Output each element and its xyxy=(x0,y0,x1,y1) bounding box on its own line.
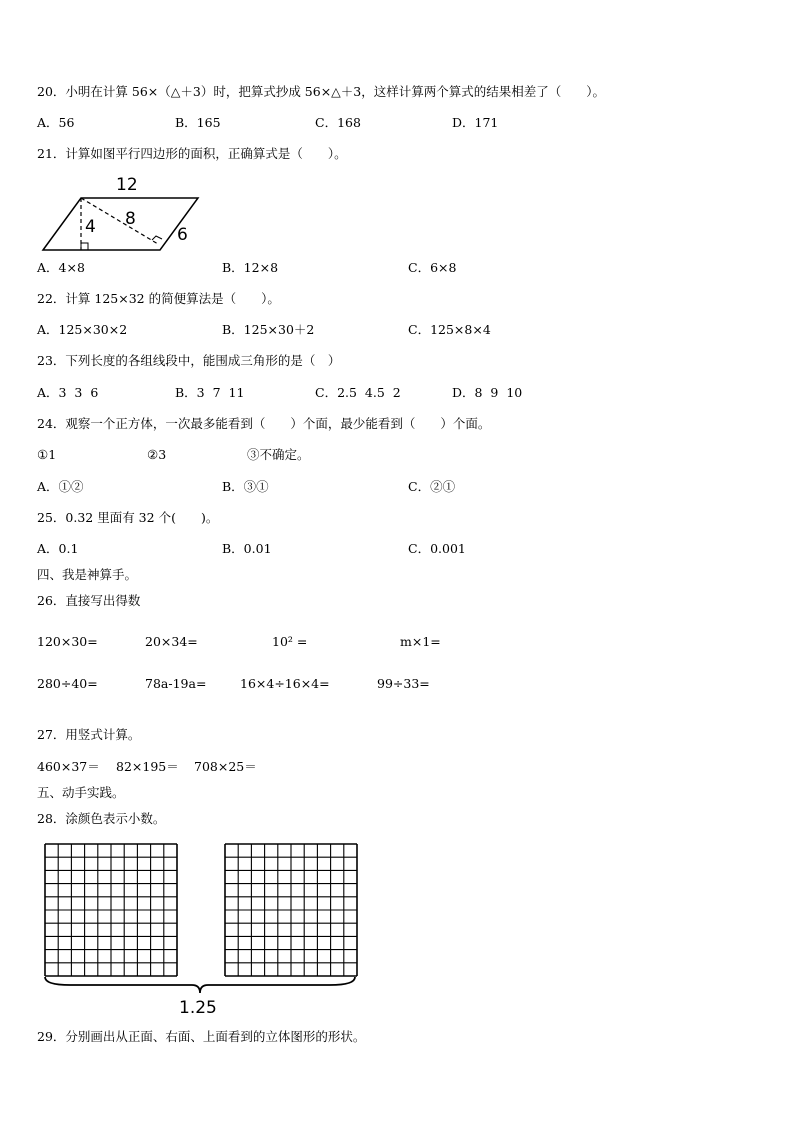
hundred-grid-left[interactable] xyxy=(45,844,177,976)
q25-stem: 25．0.32 里面有 32 个( )。 xyxy=(37,510,219,525)
q25-option-a[interactable]: A．0.1 xyxy=(37,541,79,556)
decimal-grids-figure xyxy=(40,840,365,1020)
q20-option-d[interactable]: D．171 xyxy=(452,115,499,130)
label-4: 4 xyxy=(85,217,96,237)
parallelogram-shape xyxy=(43,198,198,250)
q26-item: m×1= xyxy=(400,634,441,649)
label-12: 12 xyxy=(116,175,138,195)
q20-option-c[interactable]: C．168 xyxy=(315,115,361,130)
q26-item: 16×4÷16×4= xyxy=(240,676,330,691)
q22-option-c[interactable]: C．125×8×4 xyxy=(408,322,491,337)
section-5-heading: 五、动手实践。 xyxy=(37,785,125,800)
q20-option-b[interactable]: B．165 xyxy=(175,115,221,130)
q29-stem: 29．分别画出从正面、右面、上面看到的立体图形的形状。 xyxy=(37,1029,366,1044)
q27-item: 460×37＝ xyxy=(37,759,100,774)
q21-option-b[interactable]: B．12×8 xyxy=(222,260,279,275)
q24-choice-1: ①1 xyxy=(37,447,57,462)
q27-item: 82×195＝ xyxy=(116,759,179,774)
q21-option-a[interactable]: A．4×8 xyxy=(37,260,85,275)
right-angle-mark xyxy=(81,243,88,250)
q22-option-b[interactable]: B．125×30＋2 xyxy=(222,322,315,337)
q22-stem: 22．计算 125×32 的简便算法是（ ）。 xyxy=(37,291,280,306)
q24-stem: 24．观察一个正方体，一次最多能看到（ ）个面，最少能看到（ ）个面。 xyxy=(37,416,491,431)
q26-item: 78a-19a= xyxy=(145,676,207,691)
q20-option-a[interactable]: A．56 xyxy=(37,115,75,130)
q22-option-a[interactable]: A．125×30×2 xyxy=(37,322,128,337)
parallelogram-figure xyxy=(37,168,207,254)
q28-stem: 28．涂颜色表示小数。 xyxy=(37,811,166,826)
q24-choice-2: ②3 xyxy=(147,447,167,462)
q24-option-c[interactable]: C．②① xyxy=(408,479,456,494)
q21-option-c[interactable]: C．6×8 xyxy=(408,260,457,275)
curly-brace xyxy=(45,977,355,993)
label-8: 8 xyxy=(125,209,136,229)
q26-item: 280÷40= xyxy=(37,676,98,691)
label-6: 6 xyxy=(177,225,188,245)
q23-option-a[interactable]: A．3 3 6 xyxy=(37,385,99,400)
q27-item: 708×25＝ xyxy=(194,759,257,774)
q24-option-a[interactable]: A．①② xyxy=(37,479,84,494)
q26-stem: 26．直接写出得数 xyxy=(37,593,141,608)
q24-option-b[interactable]: B．③① xyxy=(222,479,269,494)
q23-option-c[interactable]: C．2.5 4.5 2 xyxy=(315,385,401,400)
q20-stem: 20．小明在计算 56×（△＋3）时，把算式抄成 56×△＋3，这样计算两个算式的结果相差了（ ）。 xyxy=(37,84,605,99)
right-angle-mark-2 xyxy=(152,236,162,240)
q24-choice-3: ③不确定。 xyxy=(247,447,310,462)
q26-item: 10² = xyxy=(272,634,308,649)
q23-option-b[interactable]: B．3 7 11 xyxy=(175,385,245,400)
q27-stem: 27．用竖式计算。 xyxy=(37,727,141,742)
q23-option-d[interactable]: D．8 9 10 xyxy=(452,385,523,400)
q23-stem: 23．下列长度的各组线段中，能围成三角形的是（ ） xyxy=(37,353,341,368)
grid-value-label: 1.25 xyxy=(179,998,217,1018)
q21-stem: 21．计算如图平行四边形的面积，正确算式是（ ）。 xyxy=(37,146,347,161)
section-4-heading: 四、我是神算手。 xyxy=(37,567,138,582)
hundred-grid-right[interactable] xyxy=(225,844,357,976)
q26-item: 120×30= xyxy=(37,634,98,649)
q26-item: 20×34= xyxy=(145,634,198,649)
q25-option-c[interactable]: C．0.001 xyxy=(408,541,466,556)
q26-item: 99÷33= xyxy=(377,676,430,691)
q25-option-b[interactable]: B．0.01 xyxy=(222,541,272,556)
